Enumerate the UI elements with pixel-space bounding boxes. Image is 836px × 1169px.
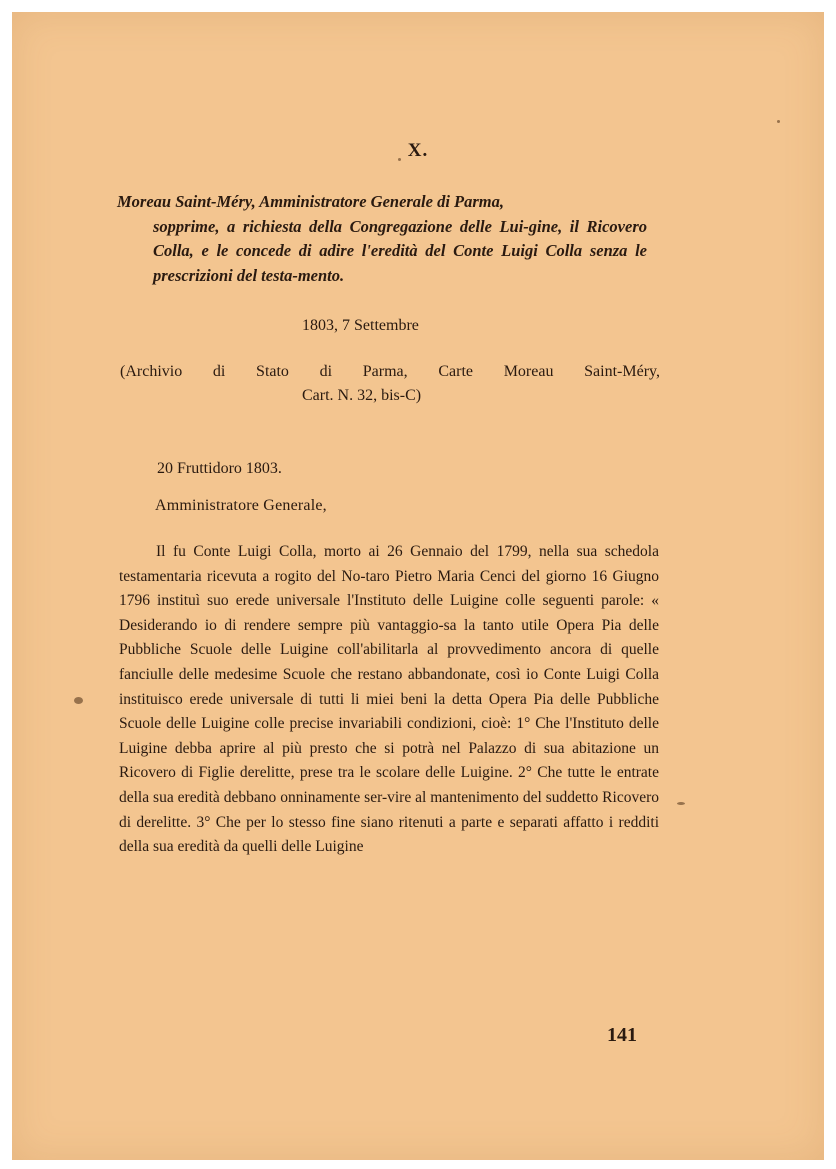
page-number: 141 (607, 1024, 637, 1046)
section-numeral: X. (407, 140, 429, 161)
letter-date: 20 Fruttidoro 1803. (157, 460, 282, 477)
paper-speck (74, 697, 83, 704)
body-paragraph: Il fu Conte Luigi Colla, morto ai 26 Gennaio del 1799, nella sua schedola testamentaria ricevuta a rogito del No-taro Pietro Maria Cenci del giorno 16 Giugno 1796 instituì suo erede universale l'Instituto delle Luigine colle seguenti parole: « Desiderando io di rendere sempre più vantaggio-sa la tanto utile Opera Pia delle Pubbliche Scuole delle Luigine coll'abilitarla al provvedimento ancora di quelle fanciulle delle medesime Scuole che restano abbandonate, così io Conte Luigi Colla instituisco erede universale di tutti li miei beni la detta Opera Pia delle Pubbliche Scuole delle Luigine colle precise invariabili condizioni, cioè: 1° Che l'Instituto delle Luigine debba aprire al più presto che si potrà nel Palazzo di sua abitazione un Ricovero di Figlie derelitte, prese tra le scolare delle Luigine. 2° Che tutte le entrate della sua eredità debbano onninamente ser-vire al mantenimento del suddetto Ricovero di derelitte. 3° Che per lo stesso fine siano ritenuti a parte e separati affatto i redditi della sua eredità da quelli delle Luigine (119, 543, 659, 856)
paper-speck (777, 120, 780, 123)
document-date: 1803, 7 Settembre (302, 317, 419, 334)
archive-line-1: (Archivio di Stato di Parma, Carte Moreau Saint-Méry, (120, 363, 660, 380)
archive-reference (120, 360, 660, 408)
letter-salutation: Amministratore Generale, (155, 497, 327, 514)
paper-speck (677, 802, 685, 805)
heading-line-1: Moreau Saint-Méry, Amministratore Generale di Parma, (117, 192, 505, 211)
heading-line-2: sopprime, a richiesta della Congregazione delle Lui-gine, il Ricovero Colla, e le concede di adire l'eredità del Conte Luigi Colla senza le prescrizioni del testa-mento. (153, 216, 647, 285)
archive-line-2: Cart. N. 32, bis-C) (302, 387, 422, 404)
document-heading (117, 190, 647, 288)
document-page (12, 12, 824, 1160)
paper-speck (398, 158, 401, 161)
